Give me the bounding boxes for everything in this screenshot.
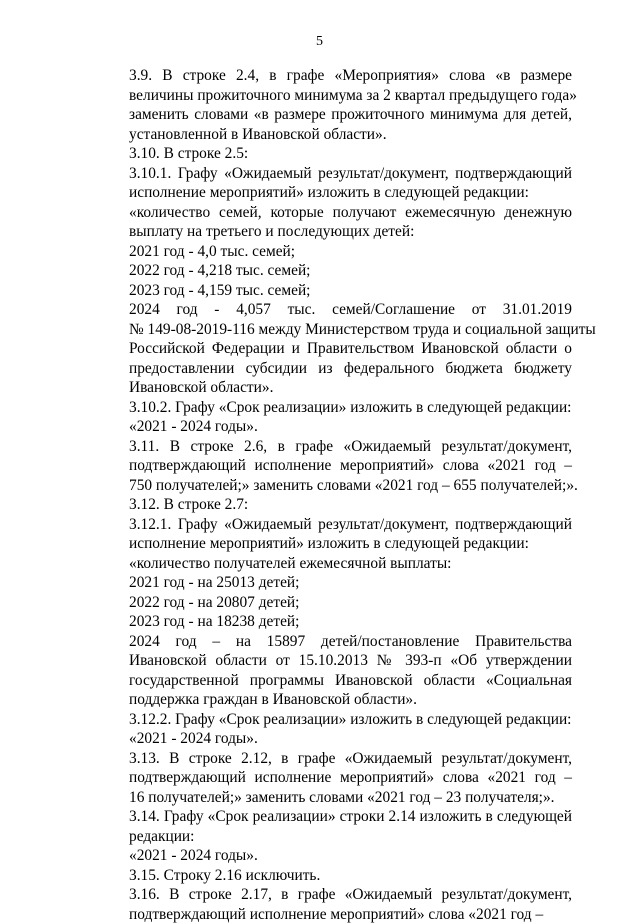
- text-line: «2021 - 2024 годы».: [92, 846, 572, 866]
- text-line: Российской Федерации и Правительством Ивановской области о: [92, 339, 572, 359]
- text-line: исполнение мероприятий» изложить в следующей редакции:: [92, 534, 572, 554]
- text-line: подтверждающий исполнение мероприятий» слова «2021 год –: [92, 456, 572, 476]
- paragraph: [92, 144, 572, 164]
- paragraph: [92, 632, 572, 710]
- text-line: 3.11. В строке 2.6, в графе «Ожидаемый результат/документ,: [92, 437, 572, 457]
- paragraph: [92, 515, 572, 554]
- paragraph: [92, 437, 572, 496]
- text-line: 16 получателей;» заменить словами «2021 год – 23 получателя;».: [92, 788, 572, 808]
- paragraph: [92, 885, 572, 924]
- paragraph: [92, 612, 572, 632]
- text-line: 3.12.1. Графу «Ожидаемый результат/документ, подтверждающий: [92, 515, 572, 535]
- paragraph: [92, 300, 572, 398]
- text-line: подтверждающий исполнение мероприятий» слова «2021 год –: [92, 905, 572, 924]
- paragraph: [92, 203, 572, 242]
- text-line: 3.14. Графу «Срок реализации» строки 2.14 изложить в следующей: [92, 807, 572, 827]
- text-line: 2021 год - на 25013 детей;: [92, 573, 572, 593]
- text-line: 2022 год - на 20807 детей;: [92, 593, 572, 613]
- text-line: Ивановской области от 15.10.2013 № 393-п «Об утверждении: [92, 651, 572, 671]
- paragraph: [92, 593, 572, 613]
- text-line: выплату на третьего и последующих детей:: [92, 222, 572, 242]
- text-line: 750 получателей;» заменить словами «2021 год – 655 получателей;».: [92, 476, 572, 496]
- paragraph: [92, 866, 572, 886]
- paragraph: [92, 164, 572, 203]
- text-line: установленной в Ивановской области».: [92, 125, 572, 145]
- text-line: Ивановской области».: [92, 378, 572, 398]
- text-line: предоставлении субсидии из федерального бюджета бюджету: [92, 359, 572, 379]
- text-line: подтверждающий исполнение мероприятий» слова «2021 год –: [92, 768, 572, 788]
- text-line: 3.13. В строке 2.12, в графе «Ожидаемый результат/документ,: [92, 749, 572, 769]
- text-line: 3.9. В строке 2.4, в графе «Мероприятия» слова «в размере: [92, 66, 572, 86]
- text-line: 3.16. В строке 2.17, в графе «Ожидаемый результат/документ,: [92, 885, 572, 905]
- text-line: 3.15. Строку 2.16 исключить.: [92, 866, 572, 886]
- text-line: поддержка граждан в Ивановской области».: [92, 690, 572, 710]
- text-line: 3.10. В строке 2.5:: [92, 144, 572, 164]
- text-line: 3.12.2. Графу «Срок реализации» изложить в следующей редакции:: [92, 710, 572, 730]
- text-line: 2023 год - на 18238 детей;: [92, 612, 572, 632]
- text-line: заменить словами «в размере прожиточного минимума для детей,: [92, 105, 572, 125]
- paragraph: [92, 554, 572, 574]
- page-number: 5: [0, 34, 639, 50]
- text-line: 3.10.1. Графу «Ожидаемый результат/документ, подтверждающий: [92, 164, 572, 184]
- paragraph: [92, 749, 572, 808]
- paragraph: [92, 261, 572, 281]
- text-line: государственной программы Ивановской области «Социальная: [92, 671, 572, 691]
- paragraph: [92, 417, 572, 437]
- paragraph: [92, 729, 572, 749]
- text-line: редакции:: [92, 827, 572, 847]
- text-line: № 149-08-2019-116 между Министерством труда и социальной защиты: [92, 320, 572, 340]
- text-line: 2022 год - 4,218 тыс. семей;: [92, 261, 572, 281]
- text-line: «количество семей, которые получают ежемесячную денежную: [92, 203, 572, 223]
- text-line: «2021 - 2024 годы».: [92, 729, 572, 749]
- paragraph: [92, 573, 572, 593]
- paragraph: [92, 66, 572, 144]
- text-line: 2023 год - 4,159 тыс. семей;: [92, 281, 572, 301]
- paragraph: [92, 710, 572, 730]
- text-line: «2021 - 2024 годы».: [92, 417, 572, 437]
- text-line: 2024 год – на 15897 детей/постановление Правительства: [92, 632, 572, 652]
- text-line: величины прожиточного минимума за 2 квартал предыдущего года»: [92, 86, 572, 106]
- text-line: 3.12. В строке 2.7:: [92, 495, 572, 515]
- paragraph: [92, 846, 572, 866]
- text-line: 2021 год - 4,0 тыс. семей;: [92, 242, 572, 262]
- paragraph: [92, 398, 572, 418]
- paragraph: [92, 242, 572, 262]
- text-line: «количество получателей ежемесячной выплаты:: [92, 554, 572, 574]
- text-line: 2024 год - 4,057 тыс. семей/Соглашение от 31.01.2019: [92, 300, 572, 320]
- paragraph: [92, 281, 572, 301]
- paragraph: [92, 807, 572, 846]
- document-body: [92, 66, 572, 924]
- text-line: 3.10.2. Графу «Срок реализации» изложить в следующей редакции:: [92, 398, 572, 418]
- text-line: исполнение мероприятий» изложить в следующей редакции:: [92, 183, 572, 203]
- paragraph: [92, 495, 572, 515]
